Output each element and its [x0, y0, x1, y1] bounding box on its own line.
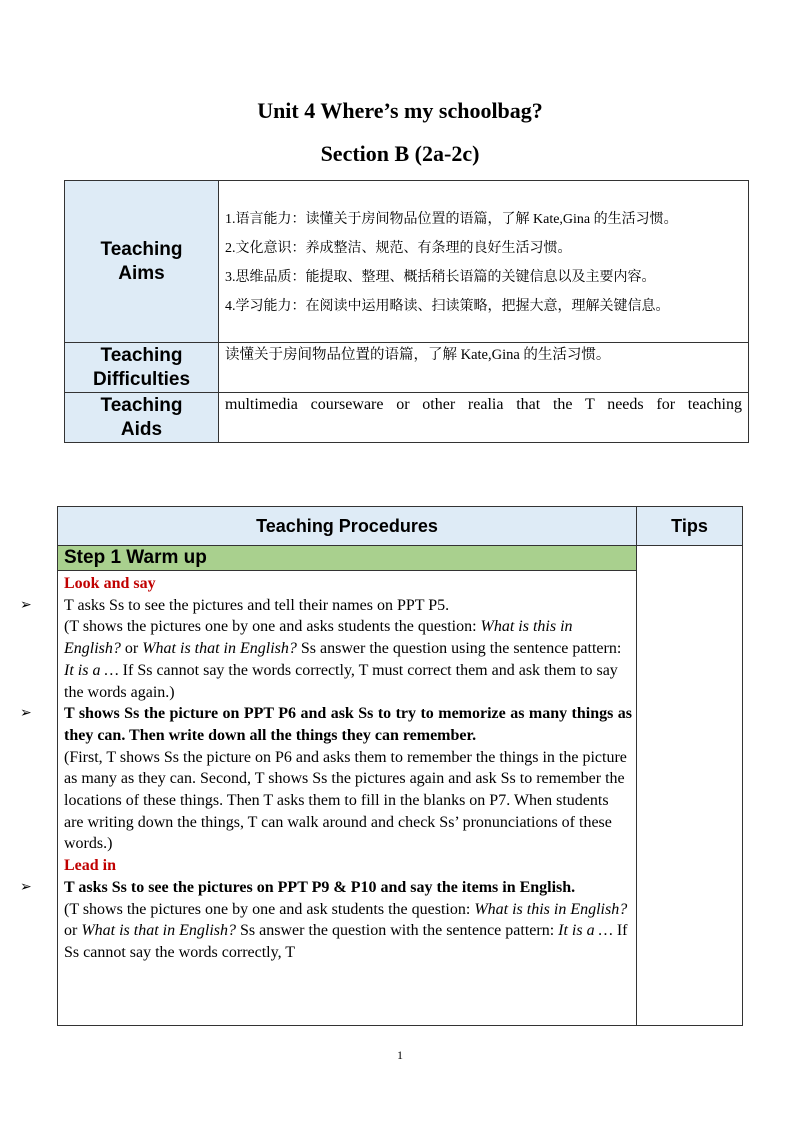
procedure-detail-3: (T shows the pictures one by one and ask students the question: What is this in English? or What is that in English? Ss answer the question with the sentence pattern: It is a … If Ss cannot say the words correctly, T: [64, 900, 628, 961]
procedure-body: [58, 571, 637, 1026]
aims-row: [65, 181, 749, 343]
unit-title: Unit 4 Where’s my schoolbag?: [257, 98, 543, 123]
aim-item-2: 2.文化意识：养成整洁、规范、有条理的良好生活习惯。: [225, 241, 572, 256]
tips-header: Tips: [637, 507, 743, 546]
procedure-bullet-2: ➢ T shows Ss the picture on PPT P6 and ask Ss to try to memorize as many things as they can. Then write down all the things they can remember.: [64, 703, 632, 746]
lead-in-heading: Lead in: [64, 857, 117, 875]
teaching-difficulties-label: Teaching Difficulties: [65, 343, 219, 393]
section-title: Section B (2a-2c): [320, 141, 480, 166]
aids-row: [65, 393, 749, 443]
teaching-aims-content: [219, 181, 749, 343]
aim-item-1: 1.语言能力：读懂关于房间物品位置的语篇，了解 Kate,Gina 的生活习惯。: [225, 212, 678, 227]
difficulties-row: [65, 343, 749, 393]
teaching-procedures-table: [57, 506, 743, 1026]
teaching-aims-table: [64, 180, 749, 443]
tips-cell: [637, 546, 743, 1026]
aim-item-4: 4.学习能力：在阅读中运用略读、扫读策略，把握大意，理解关键信息。: [225, 299, 670, 314]
aim-item-3: 3.思维品质：能提取、整理、概括稍长语篇的关键信息以及主要内容。: [225, 270, 656, 285]
teaching-aids-label: Teaching Aids: [65, 393, 219, 443]
procedure-detail-2: (First, T shows Ss the picture on P6 and asks them to remember the things in the picture as many as they can. Second, T shows Ss the pictures again and ask Ss to remember the locations of these things. Then T asks them to fill in the blanks on P7. When students are writing down the things, T can walk around and check Ss’ pronunciations of these words.): [64, 748, 627, 853]
procedure-bullet-1: ➢ T asks Ss to see the pictures and tell their names on PPT P5.: [64, 595, 632, 617]
procedures-header-row: [58, 507, 743, 546]
teaching-difficulties-content: 读懂关于房间物品位置的语篇，了解 Kate,Gina 的生活习惯。: [219, 343, 749, 393]
procedure-detail-1: (T shows the pictures one by one and asks students the question: What is this in English? or What is that in English? Ss answer the question using the sentence pattern: It is a … If Ss cannot say the words correctly, T must correct them and ask them to say the words again.): [64, 618, 622, 701]
procedure-bullet-3: ➢ T asks Ss to see the pictures on PPT P9 & P10 and say the items in English.: [64, 877, 632, 899]
procedures-header: Teaching Procedures: [58, 507, 637, 546]
look-and-say-heading: Look and say: [64, 575, 156, 592]
teaching-aids-content: [219, 393, 749, 443]
teaching-aims-label: Teaching Aims: [65, 181, 219, 343]
page-number: 1: [397, 1048, 403, 1062]
teaching-aids-text: multimedia courseware or other realia that the T needs for teaching: [225, 396, 742, 413]
step-1-title: Step 1 Warm up: [58, 546, 637, 571]
step-row: [58, 546, 743, 571]
